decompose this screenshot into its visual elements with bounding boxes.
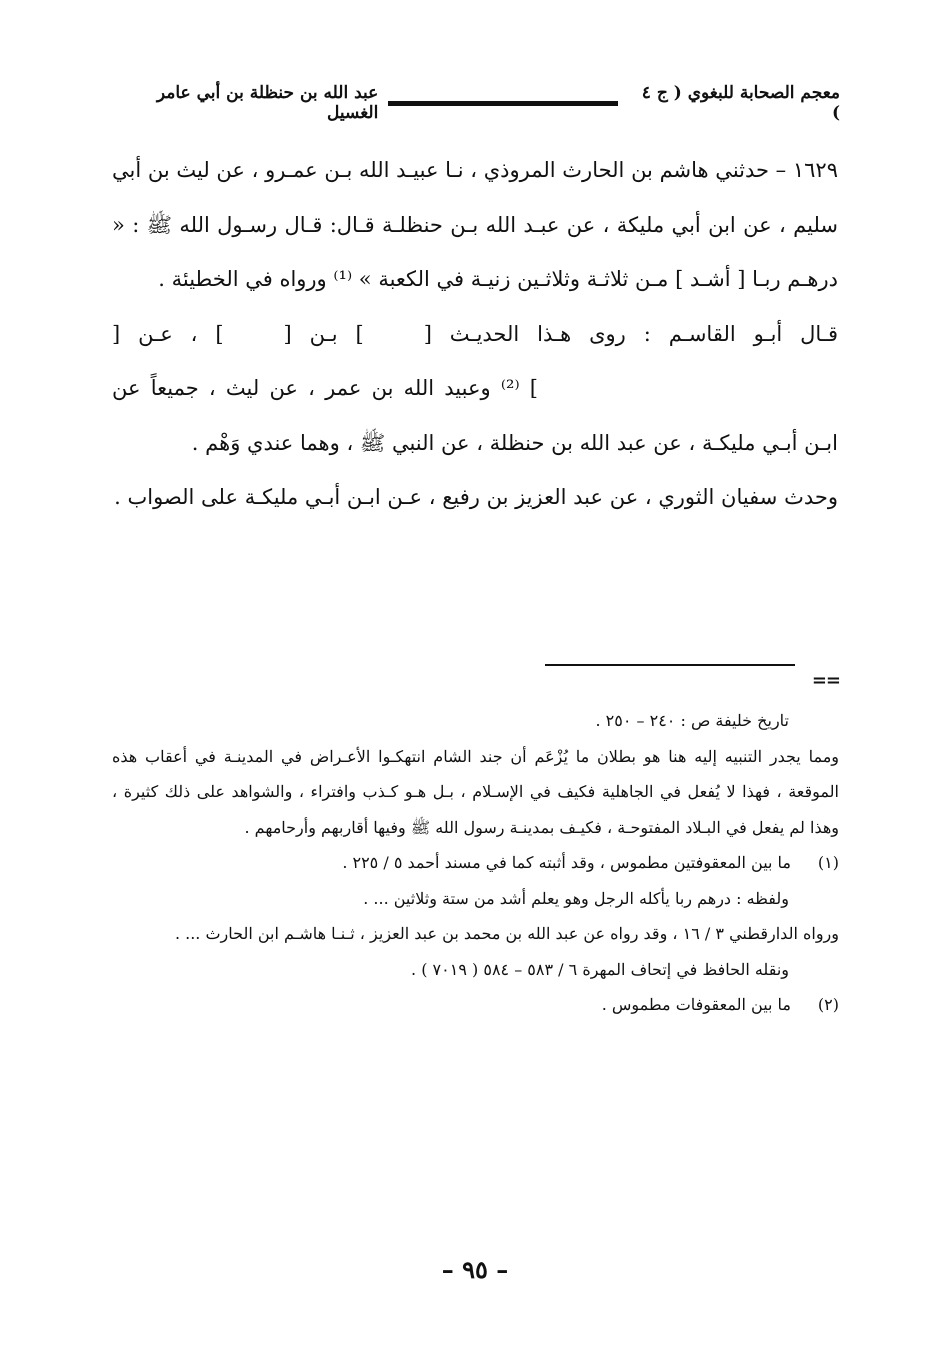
footnote-separator: [540, 660, 840, 690]
footnotes: [112, 703, 839, 1023]
footnote-1-line: ورواه الدارقطني ٣ / ١٦ ، وقد رواه عن عبد الله بن محمد بن عبد العزيز ، ثـنـا هاشـم ابن الحارث ... .: [174, 924, 839, 943]
footnote-number: (١): [817, 853, 839, 872]
commentary-part: ] ⁽²⁾ وعبيد الله بن عمر ، عن ليث ، جميعاً عن ابـن أبـي مليكـة ، عن عبد الله بن حنظلة ، عن النبي ﷺ ، وهما عندي وَهْم .: [112, 376, 838, 455]
separator-mark: ==: [811, 670, 840, 691]
main-text: [112, 143, 838, 525]
commentary-part: ] ، عـن [: [112, 321, 224, 346]
commentary-part: ] بـن [: [283, 321, 364, 346]
correction-paragraph: وحدث سفيان الثوري ، عن عبد العزيز بن رفيع ، عـن ابـن أبـي مليكـة على الصواب .: [114, 485, 838, 509]
commentary-part: قـال أبـو القاسـم : روى هـذا الحديـث [: [423, 321, 838, 346]
footnote-text: ما بين المعقوفات مطموس .: [601, 995, 791, 1014]
page-number: – ٩٥ –: [441, 1255, 509, 1284]
header-rule: [388, 101, 618, 106]
running-header: [100, 83, 840, 123]
book-title: معجم الصحابة للبغوي ( ج ٤ ): [641, 83, 840, 123]
commentary-paragraph: [112, 307, 838, 471]
footnote-1-line: ولفظه : درهم ربا يأكله الرجل وهو يعلم أشد من ستة وثلاثين ... .: [363, 888, 789, 908]
footnote-text: ما بين المعقوفتين مطموس ، وقد أثبته كما في مسند أحمد ٥ / ٢٢٥ .: [342, 853, 791, 872]
footnote-2: [112, 987, 839, 1023]
separator-line: [545, 664, 795, 666]
footnote-number: (٢): [817, 995, 839, 1014]
footnote-1: [112, 845, 839, 881]
footnote-1-line: ونقله الحافظ في إتحاف المهرة ٦ / ٥٨٣ – ٥٨٤ ( ٧٠١٩ ) .: [411, 959, 789, 979]
hadith-paragraph: ١٦٢٩ – حدثني هاشم بن الحارث المروذي ، نـا عبيـد الله بـن عمـرو ، عن ليث بن أبي سليم ، عن ابن أبي مليكة ، عن عبـد الله بـن حنظلـة قـال: قـال رسـول الله ﷺ : « درهـم ربـا [ أشـد ] مـن ثلاثـة وثلاثـين زنيـة في الكعبة » ⁽¹⁾ ورواه في الخطيئة .: [112, 158, 838, 291]
footnote-continued: ومما يجدر التنبيه إليه هنا هو بطلان ما يُزْعَم أن جند الشام انتهكـوا الأعـراض في المدينـة في أعقاب هذه الموقعة ، فهذا لا يُفعل في الجاهلية فكيف في الإسـلام ، بـل هـو كـذب وافتراء ، والشواهد على ذلك كثيرة ، وهذا لم يفعل في البـلاد المفتوحـة ، فكيـف بمدينـة رسول الله ﷺ وفيها أقاربهم وأرحامهم .: [112, 746, 839, 837]
footnote-continued: تاريخ خليفة ص : ٢٤٠ – ٢٥٠ .: [595, 711, 789, 730]
chapter-title: عبد الله بن حنظلة بن أبي عامر الغسيل: [156, 83, 379, 123]
